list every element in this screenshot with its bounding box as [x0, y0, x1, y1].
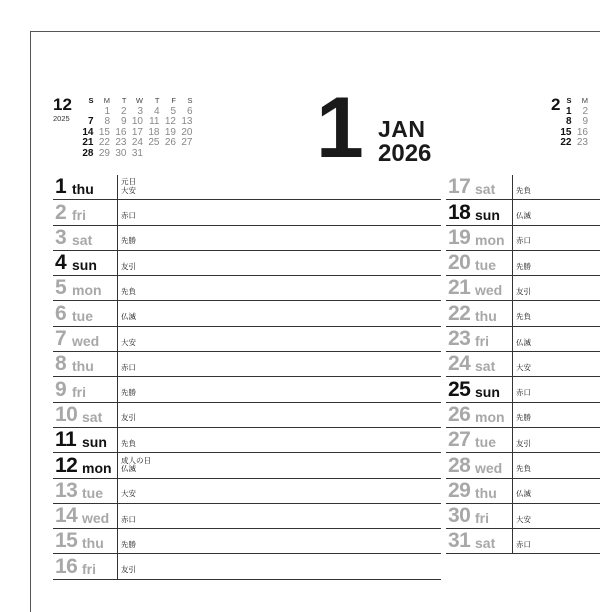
day-of-week: wed: [72, 333, 100, 350]
day-row: [446, 377, 600, 402]
day-row: [53, 529, 441, 554]
mini-date: 23: [576, 137, 588, 148]
day-row: [53, 200, 441, 225]
day-row: [53, 403, 441, 428]
column-divider: [117, 276, 118, 301]
rokuyo-label: [516, 364, 531, 373]
day-number: 3: [55, 225, 67, 249]
day-of-week: wed: [475, 459, 503, 476]
mini-dow-label: T: [121, 96, 127, 105]
day-of-week: wed: [475, 282, 503, 299]
rokuyo-label: [516, 465, 531, 474]
day-row: [53, 352, 441, 377]
day-row: [53, 327, 441, 352]
rokuyo-label: [121, 364, 136, 373]
next-month-grid: [555, 96, 588, 149]
mini-date: 9: [582, 116, 588, 127]
mini-date: 22: [560, 137, 572, 148]
day-row: [446, 479, 600, 504]
day-row: [446, 504, 600, 529]
day-of-week: thu: [82, 535, 104, 552]
day-number: 5: [55, 276, 67, 300]
day-row: [446, 529, 600, 554]
mini-date: 1: [565, 105, 572, 117]
day-number: 28: [448, 453, 471, 477]
rokuyo-text: 仏滅: [516, 337, 531, 347]
day-row: [446, 327, 600, 352]
day-of-week: sat: [82, 408, 103, 425]
day-row: [53, 301, 441, 326]
rokuyo-text: 先負: [516, 312, 531, 322]
mini-date: 26: [164, 137, 176, 148]
rokuyo-label: [121, 414, 136, 423]
next-month-number: 2: [551, 96, 561, 114]
day-number: 20: [448, 251, 471, 275]
rokuyo-text: 友引: [516, 286, 531, 296]
rokuyo-text: 先勝: [121, 236, 136, 246]
column-divider: [512, 504, 513, 529]
rokuyo-text: 仏滅: [121, 312, 136, 322]
column-divider: [117, 554, 118, 579]
rokuyo-text: 大安: [121, 489, 136, 499]
day-of-week: sat: [475, 358, 496, 375]
next-month-mini-calendar: [551, 96, 600, 166]
mini-dow-label: M: [581, 96, 588, 105]
day-of-week: tue: [72, 307, 93, 324]
rokuyo-text: 赤口: [121, 514, 136, 524]
day-of-week: sat: [72, 231, 93, 248]
column-divider: [512, 226, 513, 251]
mini-date: 20: [181, 126, 193, 138]
mini-date: 9: [120, 116, 127, 127]
day-number: 17: [448, 175, 471, 199]
rokuyo-label: [121, 541, 136, 550]
day-number: 31: [448, 529, 471, 553]
column-divider: [117, 327, 118, 352]
column-divider: [117, 403, 118, 428]
day-of-week: tue: [475, 257, 496, 274]
mini-week-row: [555, 138, 588, 149]
rokuyo-label: [121, 457, 151, 474]
mini-date: 15: [560, 126, 572, 138]
day-number: 13: [55, 478, 78, 502]
day-of-week: tue: [82, 484, 103, 501]
day-number: 19: [448, 225, 471, 249]
day-of-week: fri: [72, 383, 86, 400]
mini-date: 8: [565, 116, 572, 127]
column-divider: [117, 175, 118, 200]
mini-date: 16: [115, 126, 127, 138]
current-month-name: JAN: [378, 116, 426, 142]
rokuyo-label: [121, 263, 136, 272]
day-of-week: mon: [72, 282, 102, 299]
mini-date: 4: [153, 105, 160, 117]
day-row: [53, 377, 441, 402]
rokuyo-label: [516, 263, 531, 272]
mini-date: 25: [148, 137, 160, 148]
column-divider: [512, 403, 513, 428]
rokuyo-label: [121, 288, 136, 297]
rokuyo-text: 友引: [121, 261, 136, 271]
day-row: [446, 403, 600, 428]
holiday-name: 元日: [121, 177, 136, 187]
mini-date: 18: [148, 126, 160, 138]
rokuyo-label: [121, 212, 136, 221]
day-number: 16: [55, 554, 78, 578]
mini-date: 11: [149, 116, 160, 127]
day-row: [446, 276, 600, 301]
column-divider: [512, 479, 513, 504]
day-of-week: thu: [475, 307, 497, 324]
rokuyo-text: 大安: [121, 337, 136, 347]
mini-week-row: [77, 117, 193, 128]
current-year: 2026: [378, 140, 432, 167]
column-divider: [512, 428, 513, 453]
day-number: 6: [55, 301, 67, 325]
rokuyo-text: 先負: [121, 438, 136, 448]
day-of-week: thu: [475, 484, 497, 501]
mini-week-row: [555, 117, 588, 128]
days-column-left: [53, 175, 441, 580]
column-divider: [117, 251, 118, 276]
day-row: [446, 453, 600, 478]
day-number: 18: [448, 200, 471, 224]
day-number: 14: [55, 504, 78, 528]
mini-date: 14: [82, 126, 94, 138]
day-row: [53, 504, 441, 529]
column-divider: [512, 529, 513, 554]
day-of-week: tue: [475, 434, 496, 451]
rokuyo-text: 大安: [516, 514, 531, 524]
rokuyo-label: [516, 541, 531, 550]
column-divider: [512, 301, 513, 326]
day-row: [446, 301, 600, 326]
day-of-week: mon: [82, 459, 112, 476]
rokuyo-text: 大安: [516, 362, 531, 372]
mini-date: 31: [131, 147, 143, 159]
mini-date: 1: [104, 105, 110, 117]
mini-date: 5: [170, 105, 176, 117]
day-of-week: fri: [475, 333, 489, 350]
day-of-week: sat: [475, 181, 496, 198]
rokuyo-text: 先勝: [121, 388, 136, 398]
rokuyo-text: 先負: [516, 464, 531, 474]
rokuyo-text: 友引: [121, 565, 136, 575]
day-row: [53, 251, 441, 276]
mini-date: 21: [82, 137, 94, 148]
day-row: [53, 276, 441, 301]
column-divider: [117, 504, 118, 529]
mini-date: 8: [104, 116, 110, 127]
mini-date: 7: [87, 116, 94, 127]
rokuyo-text: 友引: [121, 413, 136, 423]
day-row: [446, 352, 600, 377]
rokuyo-text: 赤口: [516, 539, 531, 549]
day-number: 2: [55, 200, 67, 224]
column-divider: [512, 200, 513, 225]
mini-date: 17: [131, 126, 143, 138]
rokuyo-text: 赤口: [516, 388, 531, 398]
rokuyo-label: [516, 389, 531, 398]
column-divider: [512, 377, 513, 402]
rokuyo-label: [516, 288, 531, 297]
rokuyo-label: [516, 490, 531, 499]
mini-date: 29: [98, 147, 110, 159]
day-row: [53, 479, 441, 504]
column-divider: [512, 352, 513, 377]
day-row: [446, 226, 600, 251]
mini-dow-label: F: [171, 96, 176, 105]
rokuyo-label: [516, 339, 531, 348]
holiday-name: 成人の日: [121, 455, 151, 465]
mini-date: 2: [582, 105, 588, 117]
day-row: [446, 428, 600, 453]
rokuyo-text: 赤口: [121, 211, 136, 221]
rokuyo-label: [121, 389, 136, 398]
column-divider: [512, 453, 513, 478]
day-number: 1: [55, 175, 67, 199]
rokuyo-text: 先勝: [121, 539, 136, 549]
day-number: 8: [55, 352, 67, 376]
mini-date: 16: [576, 126, 588, 138]
mini-dow-label: S: [187, 96, 193, 105]
prev-month-grid: [77, 96, 193, 159]
rokuyo-label: [121, 566, 136, 575]
days-column-right: [446, 175, 600, 554]
rokuyo-label: [516, 212, 531, 221]
column-divider: [117, 428, 118, 453]
rokuyo-text: 先勝: [516, 413, 531, 423]
day-row: [446, 251, 600, 276]
mini-date: 15: [98, 126, 110, 138]
day-row: [53, 226, 441, 251]
day-number: 4: [55, 251, 67, 275]
rokuyo-label: [121, 178, 136, 195]
mini-date: 24: [131, 137, 143, 148]
rokuyo-label: [121, 440, 136, 449]
day-of-week: thu: [72, 358, 94, 375]
day-number: 15: [55, 529, 78, 553]
mini-dow-row: [77, 96, 193, 107]
day-number: 23: [448, 327, 471, 351]
day-number: 25: [448, 377, 471, 401]
day-of-week: sat: [475, 535, 496, 552]
column-divider: [117, 529, 118, 554]
day-of-week: mon: [475, 408, 505, 425]
day-of-week: mon: [475, 231, 505, 248]
mini-date: 30: [115, 147, 127, 159]
rokuyo-text: 大安: [121, 185, 136, 195]
column-divider: [117, 352, 118, 377]
rokuyo-label: [516, 414, 531, 423]
column-divider: [512, 276, 513, 301]
current-day-number: 1: [316, 80, 364, 176]
rokuyo-label: [516, 440, 531, 449]
day-row: [53, 554, 441, 579]
column-divider: [512, 327, 513, 352]
rokuyo-label: [121, 313, 136, 322]
day-of-week: sun: [72, 257, 97, 274]
mini-date: 19: [164, 126, 176, 138]
rokuyo-text: 先勝: [516, 261, 531, 271]
day-number: 21: [448, 276, 471, 300]
rokuyo-label: [516, 313, 531, 322]
rokuyo-label: [121, 490, 136, 499]
day-row: [446, 175, 600, 200]
day-of-week: sun: [82, 434, 107, 451]
mini-date: 6: [186, 105, 193, 117]
column-divider: [117, 301, 118, 326]
day-of-week: wed: [82, 510, 110, 527]
day-number: 29: [448, 478, 471, 502]
mini-week-row: [77, 149, 193, 160]
rokuyo-text: 友引: [516, 438, 531, 448]
mini-dow-label: S: [566, 96, 572, 105]
day-number: 11: [55, 428, 77, 452]
rokuyo-label: [516, 237, 531, 246]
mini-date: 2: [120, 105, 127, 117]
mini-date: 23: [115, 137, 127, 148]
day-number: 30: [448, 504, 471, 528]
day-number: 27: [448, 428, 471, 452]
rokuyo-text: 仏滅: [516, 211, 531, 221]
day-number: 22: [448, 301, 471, 325]
rokuyo-label: [516, 187, 531, 196]
column-divider: [117, 377, 118, 402]
day-number: 9: [55, 377, 67, 401]
day-of-week: fri: [475, 510, 489, 527]
mini-date: 12: [164, 116, 176, 127]
rokuyo-text: 仏滅: [121, 464, 136, 474]
day-row: [53, 175, 441, 200]
mini-date: 28: [82, 147, 94, 159]
column-divider: [512, 175, 513, 200]
mini-date: 22: [98, 137, 110, 148]
rokuyo-text: 先負: [121, 286, 136, 296]
mini-week-row: [77, 138, 193, 149]
day-of-week: sun: [475, 383, 500, 400]
mini-date: 10: [131, 116, 143, 127]
prev-month-year: 2025: [53, 114, 70, 123]
mini-dow-label: W: [135, 96, 143, 105]
rokuyo-text: 先負: [516, 185, 531, 195]
column-divider: [117, 479, 118, 504]
column-divider: [117, 226, 118, 251]
day-row: [446, 200, 600, 225]
mini-date: 3: [137, 105, 143, 117]
prev-month-number: 12: [53, 95, 72, 114]
rokuyo-text: 仏滅: [516, 489, 531, 499]
rokuyo-text: 赤口: [516, 236, 531, 246]
prev-month-mini-calendar: [53, 96, 203, 166]
day-number: 7: [55, 327, 67, 351]
mini-date: 27: [181, 137, 193, 148]
day-of-week: thu: [72, 181, 94, 198]
day-of-week: sun: [475, 206, 500, 223]
day-row: [53, 453, 441, 478]
column-divider: [512, 251, 513, 276]
rokuyo-label: [121, 516, 136, 525]
day-number: 10: [55, 402, 78, 426]
day-number: 24: [448, 352, 471, 376]
rokuyo-text: 赤口: [121, 362, 136, 372]
rokuyo-label: [516, 516, 531, 525]
rokuyo-label: [121, 339, 136, 348]
rokuyo-label: [121, 237, 136, 246]
column-divider: [117, 453, 118, 478]
day-of-week: fri: [72, 206, 86, 223]
mini-dow-row: [555, 96, 588, 107]
day-of-week: fri: [82, 560, 96, 577]
column-divider: [117, 200, 118, 225]
day-number: 12: [55, 453, 78, 477]
mini-dow-label: M: [103, 96, 110, 105]
mini-dow-label: S: [88, 96, 94, 105]
mini-date: 13: [181, 116, 193, 127]
day-number: 26: [448, 402, 471, 426]
mini-dow-label: T: [154, 96, 160, 105]
day-row: [53, 428, 441, 453]
